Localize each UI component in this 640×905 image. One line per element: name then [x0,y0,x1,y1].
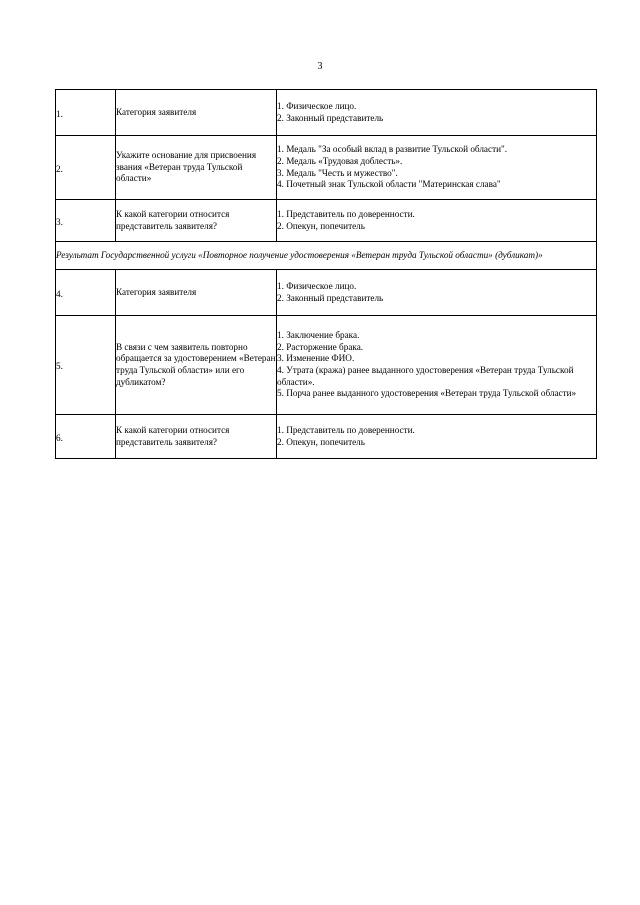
option-item: 2. Опекун, попечитель [277,436,365,447]
option-item: 1. Заключение брака. [277,330,360,341]
option-item: 2. Опекун, попечитель [277,220,365,231]
option-item: 1. Представитель по доверенности. [277,424,415,435]
option-item: 1. Представитель по доверенности. [277,208,415,219]
question-cell: Категория заявителя [116,90,277,136]
question-cell: Категория заявителя [116,270,277,316]
questionnaire-table [55,89,597,459]
option-item: 2. Расторжение брака. [277,341,364,352]
option-item: 4. Утрата (кража) ранее выданного удостоверения «Ветеран труда Тульской области». [277,365,574,387]
table-row [56,270,597,316]
option-item: 5. Порча ранее выданного удостоверения «Ветеран труда Тульской области» [277,388,577,399]
option-item: 1. Физическое лицо. [277,280,357,291]
option-item: 4. Почетный знак Тульской области "Материнская слава" [277,179,501,190]
table-row [56,415,597,459]
row-number-cell: 1. [56,90,116,136]
option-item: 2. Законный представитель [277,112,384,123]
option-item: 1. Медаль "За особый вклад в развитие Тульской области". [277,144,508,155]
options-cell [277,316,597,415]
question-cell: К какой категории относится представитель заявителя? [116,415,277,459]
options-cell [277,415,597,459]
options-cell [277,136,597,200]
row-number-cell: 5. [56,316,116,415]
question-cell: В связи с чем заявитель повторно обращается за удостоверением «Ветеран труда Тульской области» или его дубликатом? [116,316,277,415]
options-cell [277,200,597,242]
row-number-cell: 6. [56,415,116,459]
table-row [56,316,597,415]
row-number-cell: 2. [56,136,116,200]
question-cell: К какой категории относится представитель заявителя? [116,200,277,242]
table-row [56,200,597,242]
section-title: Результат Государственной услуги «Повторное получение удостоверения «Ветеран труда Тульской области» (дубликат)» [56,242,597,270]
page-number: 3 [317,61,323,72]
options-cell [277,270,597,316]
row-number-cell: 4. [56,270,116,316]
option-item: 3. Изменение ФИО. [277,353,355,364]
option-item: 2. Медаль «Трудовая доблесть». [277,155,403,166]
option-item: 3. Медаль "Честь и мужество". [277,167,398,178]
row-number-cell: 3. [56,200,116,242]
options-cell [277,90,597,136]
option-item: 2. Законный представитель [277,292,384,303]
table-row [56,90,597,136]
question-cell: Укажите основание для присвоения звания «Ветеран труда Тульской области» [116,136,277,200]
table-row [56,136,597,200]
option-item: 1. Физическое лицо. [277,100,357,111]
section-row [56,242,597,270]
